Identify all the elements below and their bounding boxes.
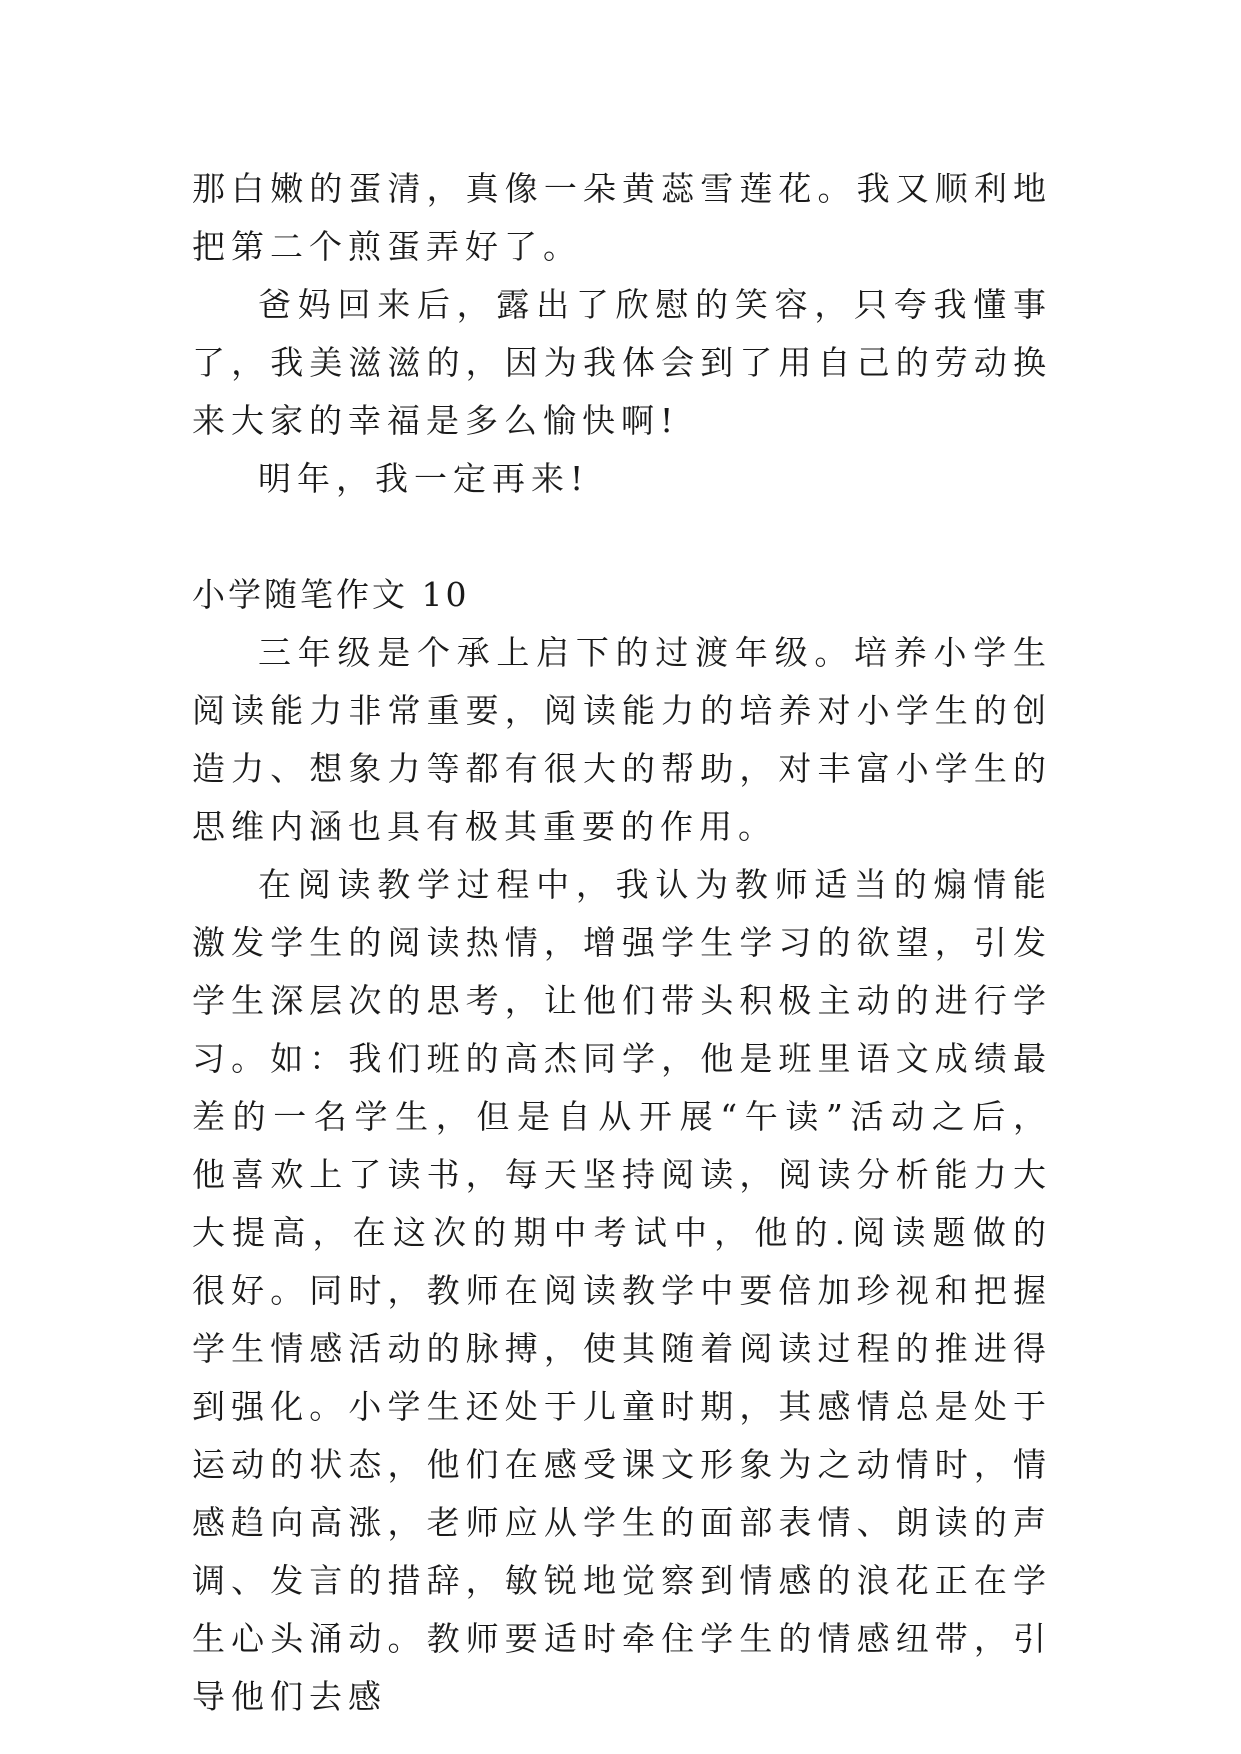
section-spacer (192, 508, 1052, 566)
paragraph: 爸妈回来后，露出了欣慰的笑容，只夸我懂事了，我美滋滋的，因为我体会到了用自己的劳动换来大家的幸福是多么愉快啊! (192, 285, 1052, 440)
document-body (192, 160, 1052, 1726)
section-title: 小学随笔作文 10 (192, 575, 470, 614)
paragraph: 三年级是个承上启下的过渡年级。培养小学生阅读能力非常重要，阅读能力的培养对小学生的创造力、想象力等都有很大的帮助，对丰富小学生的思维内涵也具有极其重要的作用。 (192, 633, 1052, 846)
paragraph: 那白嫩的蛋清，真像一朵黄蕊雪莲花。我又顺利地把第二个煎蛋弄好了。 (192, 169, 1052, 266)
paragraph: 在阅读教学过程中，我认为教师适当的煽情能激发学生的阅读热情，增强学生学习的欲望，引发学生深层次的思考，让他们带头积极主动的进行学习。如：我们班的高杰同学，他是班里语文成绩最差的一名学生，但是自从开展“午读”活动之后，他喜欢上了读书，每天坚持阅读，阅读分析能力大大提高，在这次的期中考试中，他的.阅读题做的很好。同时，教师在阅读教学中要倍加珍视和把握学生情感活动的脉搏，使其随着阅读过程的推进得到强化。小学生还处于儿童时期，其感情总是处于运动的状态，他们在感受课文形象为之动情时，情感趋向高涨，老师应从学生的面部表情、朗读的声调、发言的措辞，敏锐地觉察到情感的浪花正在学生心头涌动。教师要适时牵住学生的情感纽带，引导他们去感 (192, 865, 1052, 1716)
paragraph: 明年，我一定再来! (258, 459, 590, 498)
